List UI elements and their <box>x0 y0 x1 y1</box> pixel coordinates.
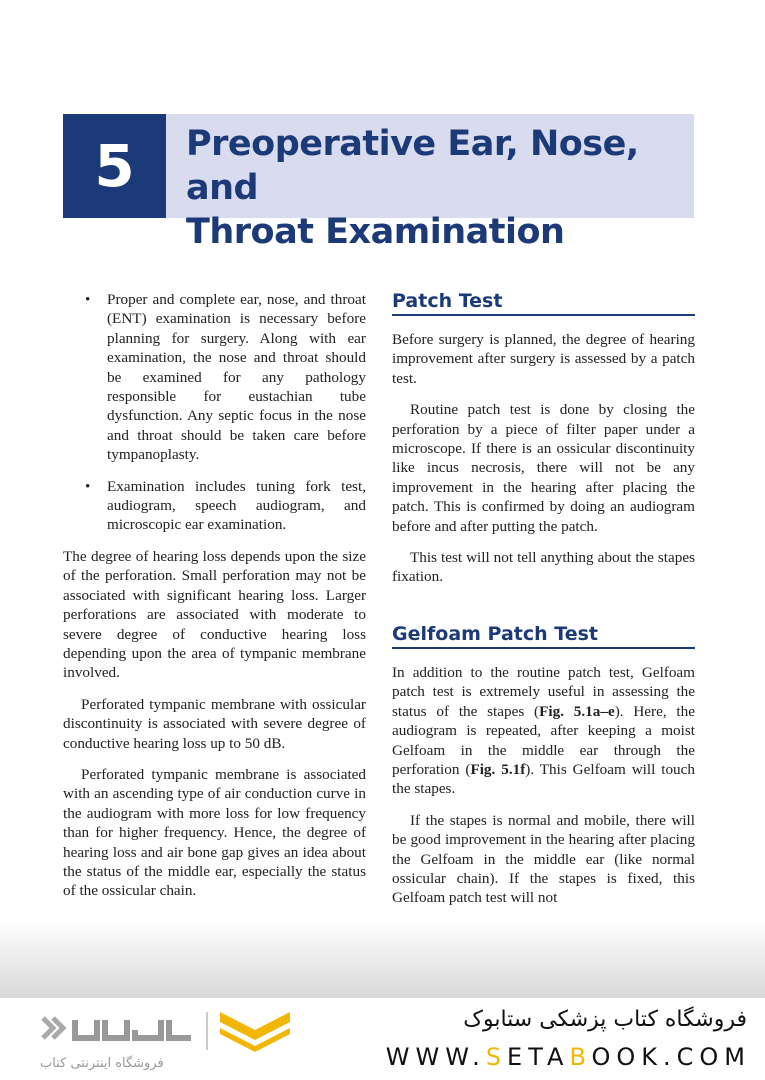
text: In addition to the routine patch test, Gelfoam patch test is extremely useful in assessing the status of the stapes ( <box>392 663 695 720</box>
bullet-icon: • <box>85 291 91 308</box>
page-shadow <box>0 920 765 998</box>
url-part: ETA <box>507 1043 570 1071</box>
figure-ref[interactable]: Fig. 5.1f <box>470 760 526 778</box>
figure-ref[interactable]: Fig. 5.1a–e <box>539 702 615 720</box>
bullet-icon: • <box>85 477 91 495</box>
paragraph: The degree of hearing loss depends upon the size of the perforation. Small perforation may not be associated with significant hearing loss. Larger perforations are associated with moderate to severe degree of conductive hearing loss depending upon the area of tympanic membrane involved. <box>63 547 366 682</box>
bullet-text: Examination includes tuning fork test, audiogram, speech audiogram, and microscopic ear examination. <box>107 477 366 534</box>
paragraph: Perforated tympanic membrane is associated with an ascending type of air conduction curve in the audiogram with more loss for low frequency than for higher frequency. Hence, the degree of hearing loss and air bone gap gives an idea about the status of the middle ear, especially the status of the ossicular chain. <box>63 765 366 900</box>
paragraph: If the stapes is normal and mobile, there will be good improvement in the hearing after placing the Gelfoam in the middle ear (like normal ossicular chain). If the stapes is fixed, this Gelfoam patch test will not <box>392 811 695 907</box>
chapter-title-line1: Preoperative Ear, Nose, and <box>186 124 639 208</box>
left-column <box>63 290 366 913</box>
list-item <box>63 477 366 535</box>
text: ). This Gelfoam will touch the stapes. <box>392 760 695 798</box>
paragraph: This test will not tell anything about the stapes fixation. <box>392 549 695 586</box>
list-item <box>63 290 366 465</box>
setabook-logo-icon <box>35 1008 295 1052</box>
footer-banner <box>0 998 765 1080</box>
section-heading-gelfoam: Gelfoam Patch Test <box>392 623 695 649</box>
logo-subtitle: فروشگاه اینترنتی کتاب <box>40 1056 164 1071</box>
section-heading-patch-test: Patch Test <box>392 290 695 316</box>
chapter-number: 5 <box>63 114 166 218</box>
url-part: OOK.COM <box>591 1043 751 1071</box>
store-url[interactable] <box>386 1042 751 1072</box>
right-column <box>392 290 695 920</box>
text: ). Here, the audiogram is repeated, after keeping a moist Gelfoam in the middle ear through the perforation ( <box>392 702 695 778</box>
paragraph: Perforated tympanic membrane with ossicular discontinuity is associated with severe degree of conductive hearing loss up to 50 dB. <box>63 695 366 752</box>
paragraph: Before surgery is planned, the degree of hearing improvement after surgery is assessed by a patch test. <box>392 331 695 387</box>
chapter-title-line2: Throat Examination <box>186 212 565 252</box>
paragraph <box>392 663 695 799</box>
bullet-text: Proper and complete ear, nose, and throat (ENT) examination is necessary before planning for surgery. Along with ear examination, the nose and throat should be examined for any pathology responsible for eustachian tube dysfunction. Any septic focus in the nose and throat should be taken care before tympanoplasty. <box>107 291 366 464</box>
url-part: B <box>569 1043 592 1071</box>
store-name: فروشگاه کتاب پزشکی ستابوک <box>463 1007 747 1032</box>
url-part: S <box>485 1043 508 1071</box>
bullet-list <box>63 290 366 535</box>
paragraph: Routine patch test is done by closing the perforation by a piece of filter paper under a microscope. If there is an ossicular discontinuity like incus necrosis, there will not be any improvement in the hearing after placing the patch. This is confirmed by doing an audiogram before and after putting the patch. <box>392 401 695 535</box>
url-part: WWW. <box>385 1043 486 1071</box>
chapter-title <box>166 114 694 252</box>
